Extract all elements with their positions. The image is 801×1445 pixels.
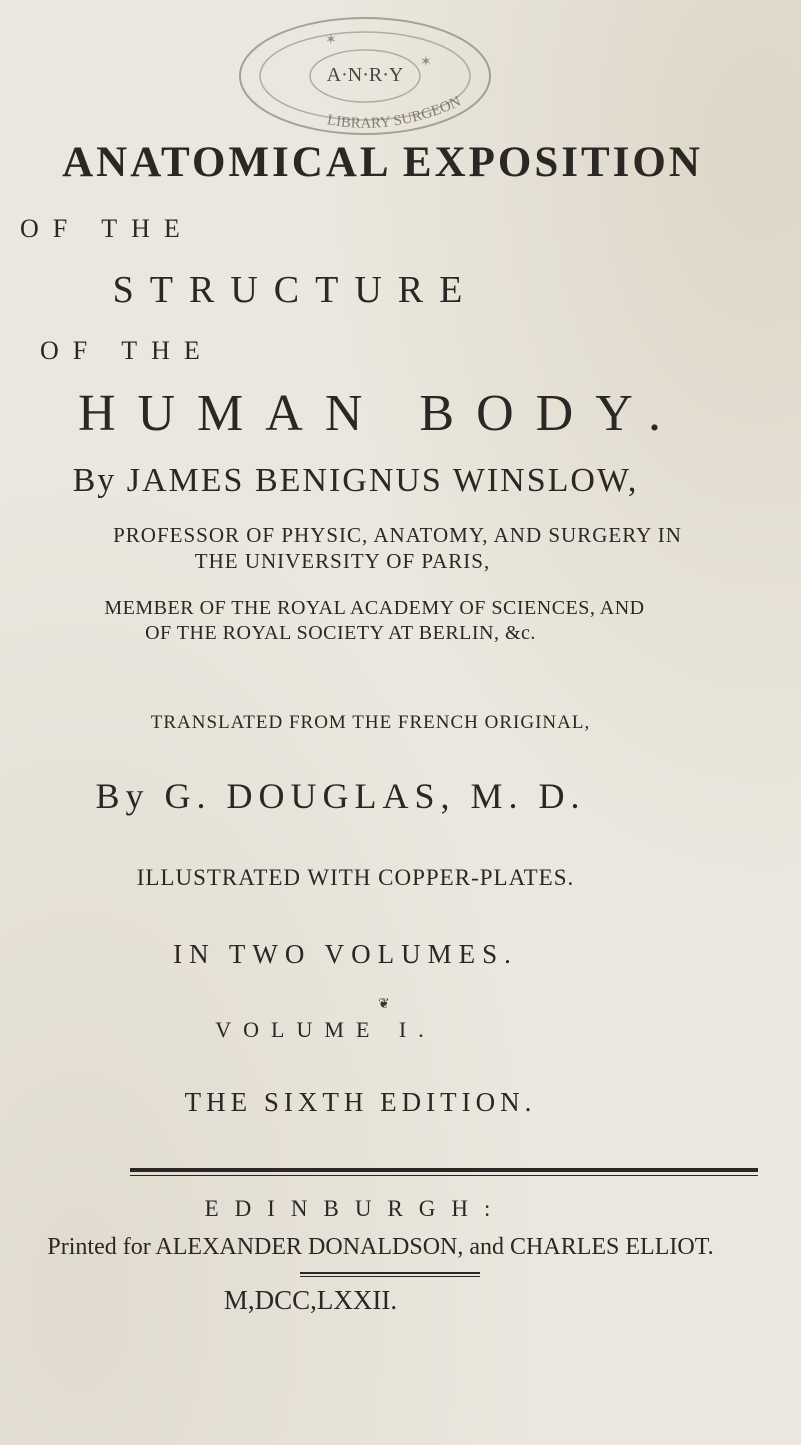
divider-rule-thick	[130, 1168, 758, 1172]
ornament-icon: ❦	[378, 997, 390, 1012]
structure-line: STRUCTURE	[112, 269, 479, 311]
date-line: M,DCC,LXXII.	[223, 1285, 398, 1315]
stamp-center-text: A·N·R·Y	[326, 64, 404, 86]
printed-for-line: Printed for ALEXANDER DONALDSON, and CHARLES ELLIOT.	[47, 1234, 714, 1260]
city-line: EDINBURGH:	[204, 1196, 507, 1221]
member-line-2: OF THE ROYAL SOCIETY AT BERLIN, &c.	[145, 622, 536, 644]
professor-line-2: THE UNIVERSITY OF PARIS,	[194, 549, 491, 573]
book-title: ANATOMICAL EXPOSITION	[62, 139, 703, 186]
of-the-line-2: OF THE	[40, 336, 214, 365]
volumes-line: IN TWO VOLUMES.	[173, 939, 518, 969]
translated-line: TRANSLATED FROM THE FRENCH ORIGINAL,	[150, 712, 591, 733]
human-body-line: HUMAN BODY.	[77, 385, 684, 442]
illustrated-line: ILLUSTRATED WITH COPPER-PLATES.	[136, 865, 575, 890]
divider-rule-thin	[130, 1175, 758, 1176]
divider-rule-short-2	[300, 1276, 480, 1277]
star-icon: ✶	[325, 33, 337, 48]
professor-line-1: PROFESSOR OF PHYSIC, ANATOMY, AND SURGERY IN	[113, 523, 682, 547]
edition-line: THE SIXTH EDITION.	[184, 1087, 537, 1117]
member-line-1: MEMBER OF THE ROYAL ACADEMY OF SCIENCES, AND	[104, 597, 645, 619]
of-the-line-1: OF THE	[20, 214, 194, 243]
stamp-arc-text: LIBRARY SURGEON	[325, 93, 464, 132]
translator-line: By G. DOUGLAS, M. D.	[95, 776, 586, 816]
star-icon: ✶	[420, 55, 432, 70]
volume-line: VOLUME I.	[215, 1017, 436, 1042]
author-line: By JAMES BENIGNUS WINSLOW,	[72, 462, 639, 499]
library-stamp	[205, 6, 525, 136]
svg-text:LIBRARY SURGEON	[326, 94, 464, 132]
divider-rule-short	[300, 1272, 480, 1274]
